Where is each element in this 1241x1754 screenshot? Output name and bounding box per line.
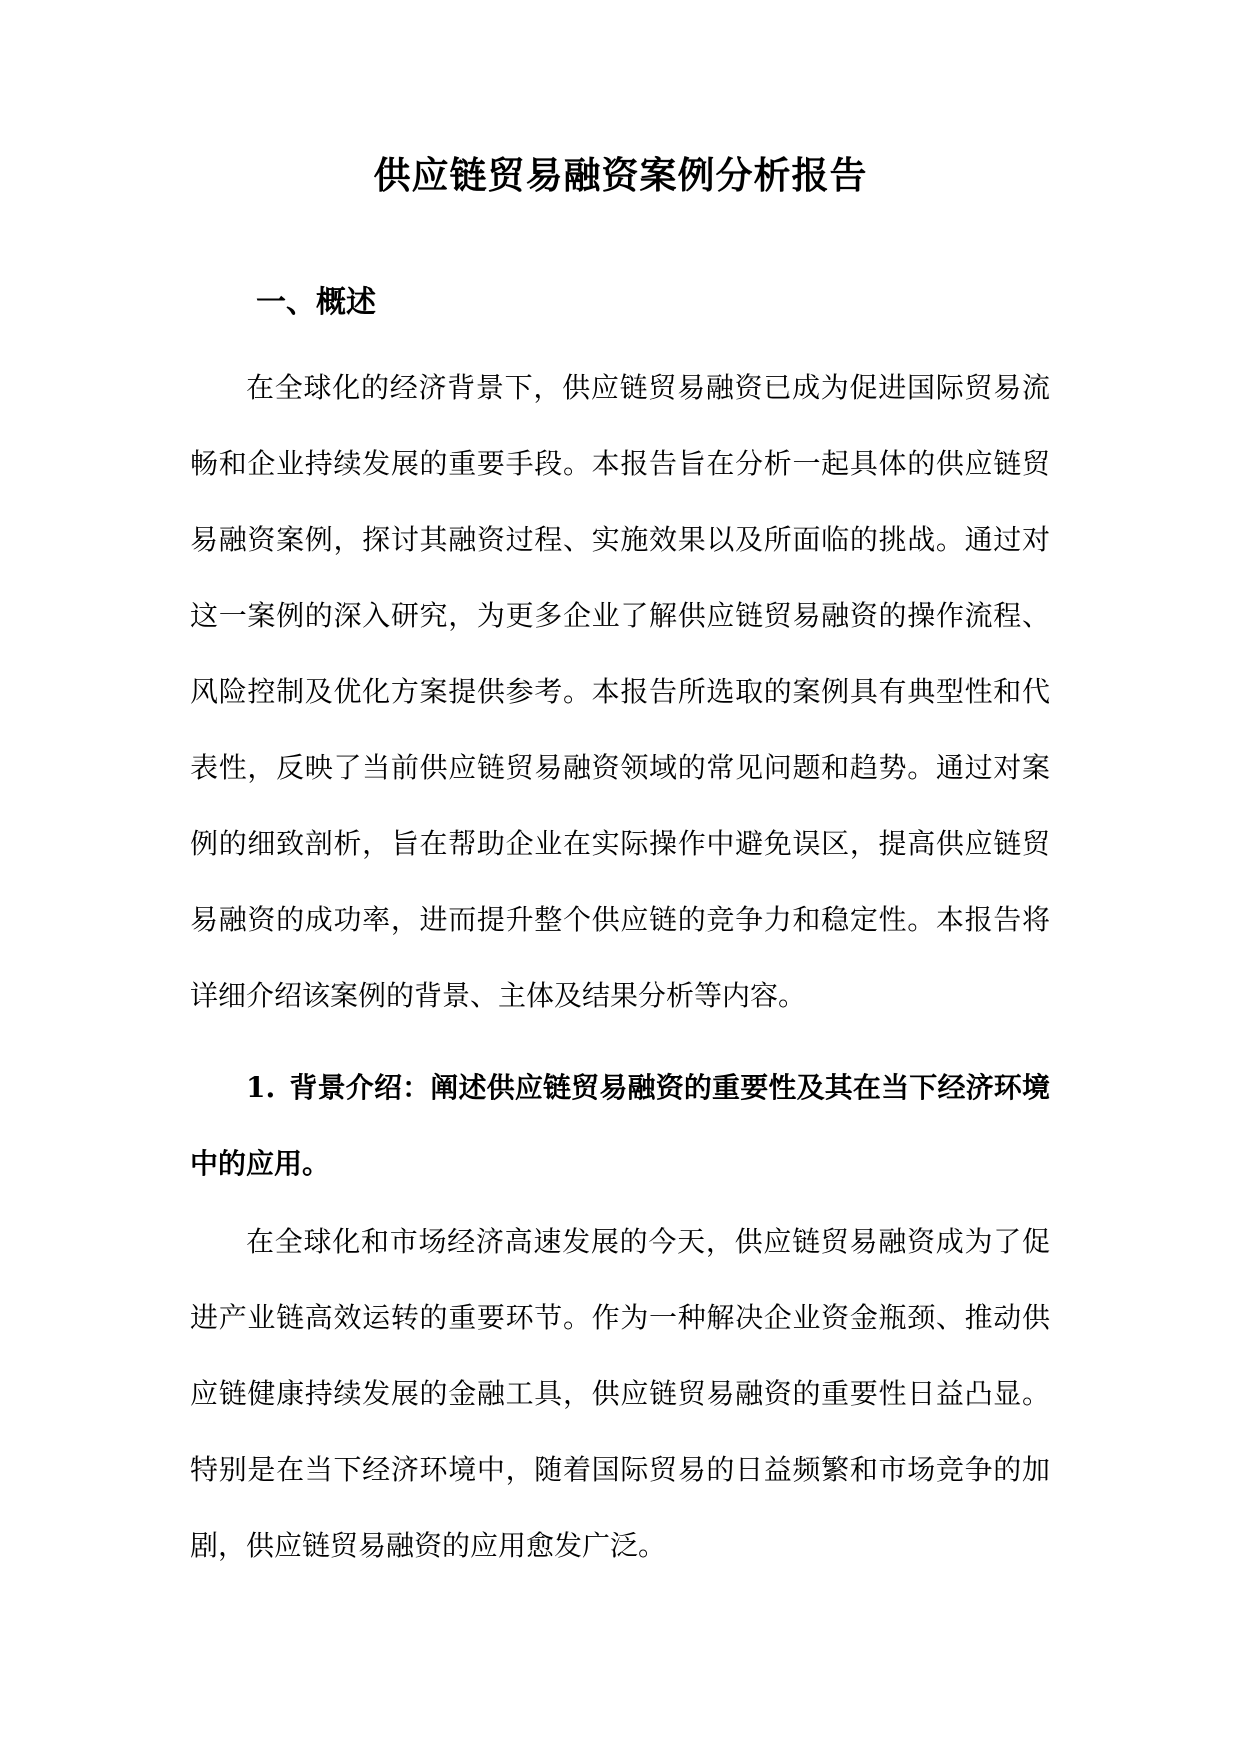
- document-title: 供应链贸易融资案例分析报告: [373, 153, 868, 197]
- section-heading-overview: 一、概述: [256, 285, 376, 320]
- subsection-heading: [190, 1050, 1050, 1202]
- overview-paragraph: 在全球化的经济背景下，供应链贸易融资已成为促进国际贸易流畅和企业持续发展的重要手段。本报告旨在分析一起具体的供应链贸易融资案例，探讨其融资过程、实施效果以及所面临的挑战。通过对这一案例的深入研究，为更多企业了解供应链贸易融资的操作流程、风险控制及优化方案提供参考。本报告所选取的案例具有典型性和代表性，反映了当前供应链贸易融资领域的常见问题和趋势。通过对案例的细致剖析，旨在帮助企业在实际操作中避免误区，提高供应链贸易融资的成功率，进而提升整个供应链的竞争力和稳定性。本报告将详细介绍该案例的背景、主体及结果分析等内容。: [190, 371, 1050, 1012]
- subsection-number: 1.: [246, 1071, 276, 1104]
- background-paragraph: 在全球化和市场经济高速发展的今天，供应链贸易融资成为了促进产业链高效运转的重要环节。作为一种解决企业资金瓶颈、推动供应链健康持续发展的金融工具，供应链贸易融资的重要性日益凸显。特别是在当下经济环境中，随着国际贸易的日益频繁和市场竞争的加剧，供应链贸易融资的应用愈发广泛。: [190, 1225, 1050, 1562]
- subsection-heading-text: 背景介绍：阐述供应链贸易融资的重要性及其在当下经济环境中的应用。: [190, 1071, 1050, 1180]
